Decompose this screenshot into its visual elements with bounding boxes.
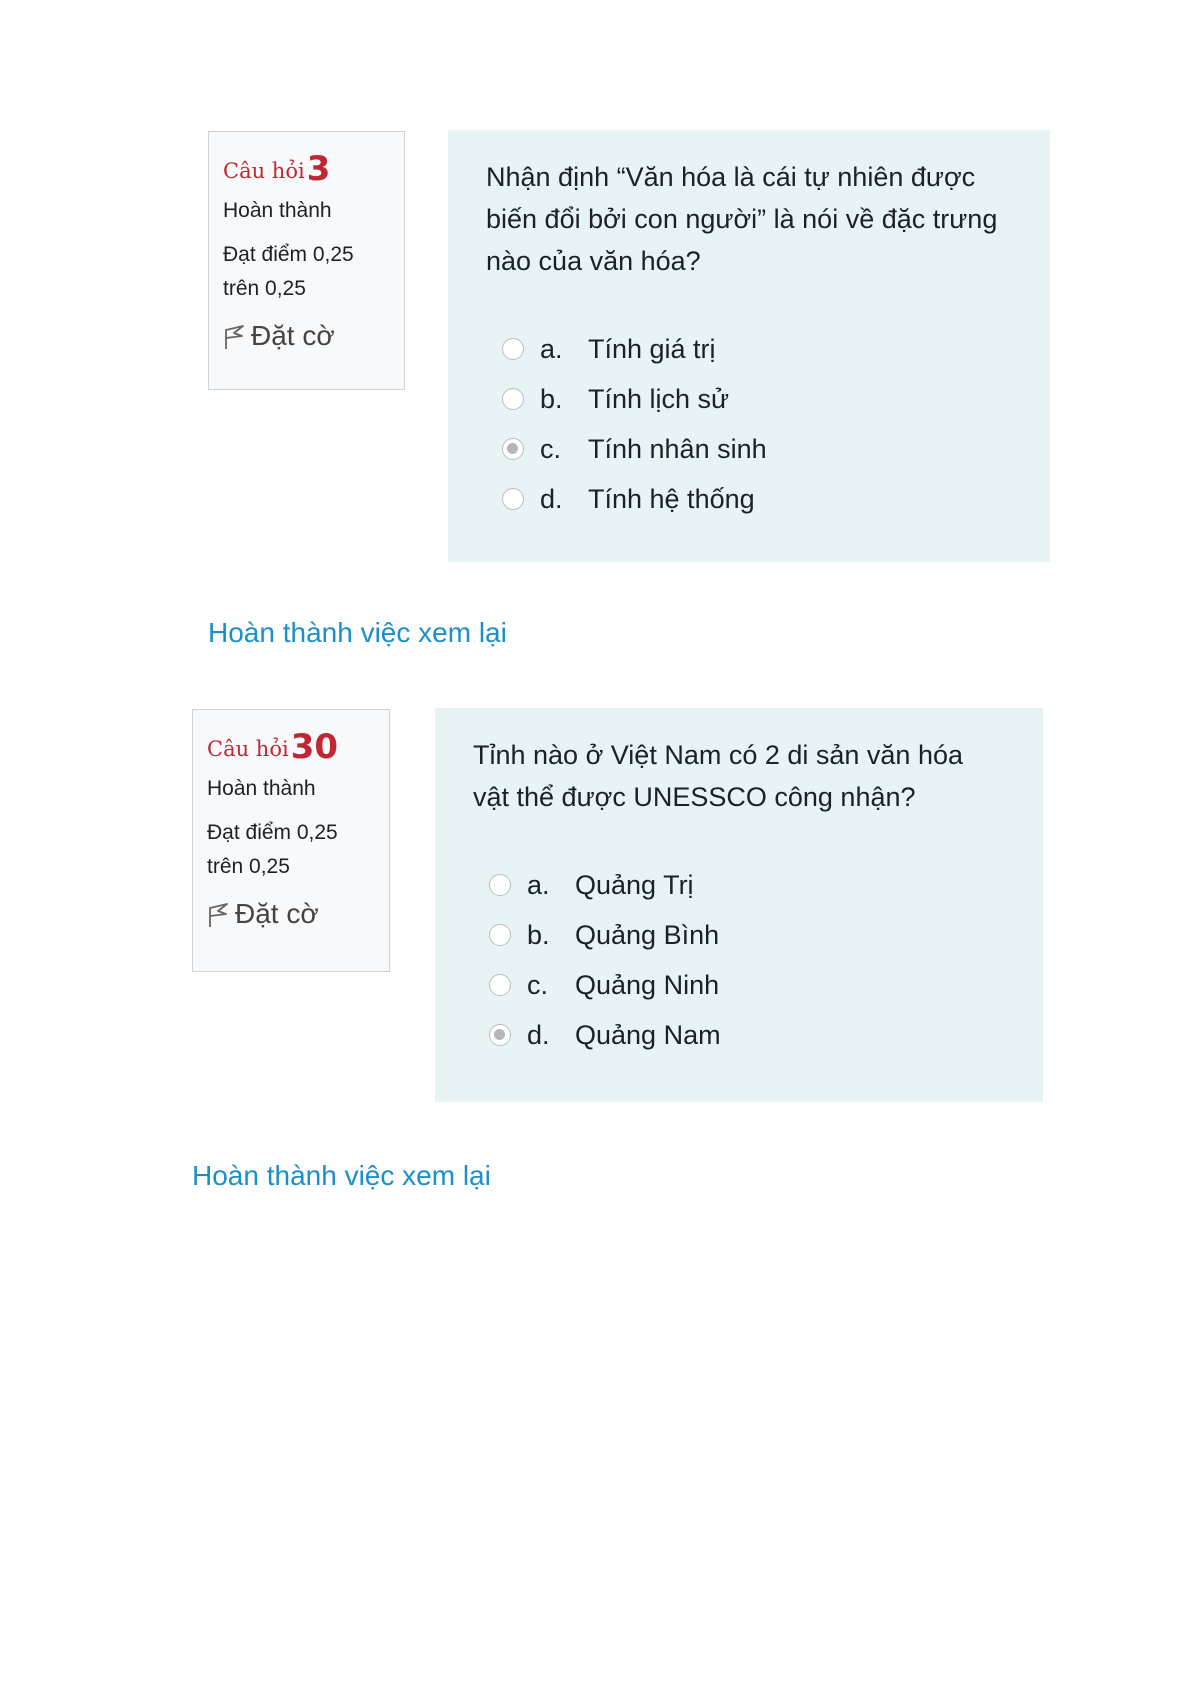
answer-list xyxy=(486,324,1012,524)
radio-button-selected[interactable] xyxy=(489,1024,511,1046)
question-number-heading xyxy=(223,150,390,190)
flag-question-button[interactable] xyxy=(207,898,375,930)
grade-line-2: trên 0,25 xyxy=(207,855,290,878)
question-grade xyxy=(223,238,390,306)
question-state: Hoàn thành xyxy=(223,199,332,222)
question-state: Hoàn thành xyxy=(207,777,316,800)
flag-icon xyxy=(223,324,245,350)
question-info-panel xyxy=(192,709,390,972)
question-label: Câu hỏi xyxy=(207,737,289,761)
answer-text: Tính lịch sử xyxy=(588,383,730,414)
answer-text: Quảng Ninh xyxy=(575,969,720,1000)
answer-letter: b. xyxy=(540,383,563,414)
question-number: 30 xyxy=(290,727,339,767)
answer-option-c[interactable] xyxy=(473,960,1005,1010)
answer-option-a[interactable] xyxy=(486,324,1012,374)
answer-text: Quảng Nam xyxy=(575,1019,721,1050)
flag-label: Đặt cờ xyxy=(235,898,319,929)
radio-button[interactable] xyxy=(502,488,524,510)
question-content-panel xyxy=(435,708,1043,1102)
answer-option-c[interactable] xyxy=(486,424,1012,474)
answer-option-d[interactable] xyxy=(473,1010,1005,1060)
question-content-panel xyxy=(448,130,1050,562)
answer-text: Tính hệ thống xyxy=(588,483,755,514)
answer-letter: d. xyxy=(540,483,563,514)
answer-letter: c. xyxy=(540,433,562,464)
grade-line-1: Đạt điểm 0,25 xyxy=(223,243,354,266)
answer-text: Tính giá trị xyxy=(588,333,716,364)
flag-label: Đặt cờ xyxy=(251,320,335,351)
answer-letter: b. xyxy=(527,919,550,950)
answer-letter: d. xyxy=(527,1019,550,1050)
question-text: Tỉnh nào ở Việt Nam có 2 di sản văn hóa vật thể được UNESSCO công nhận? xyxy=(473,740,963,812)
radio-button[interactable] xyxy=(489,924,511,946)
answer-option-b[interactable] xyxy=(486,374,1012,424)
finish-review-link[interactable]: Hoàn thành việc xem lại xyxy=(192,1160,491,1191)
answer-letter: c. xyxy=(527,969,549,1000)
answer-option-a[interactable] xyxy=(473,860,1005,910)
question-text: Nhận định “Văn hóa là cái tự nhiên được biến đổi bởi con người” là nói về đặc trưng nào của văn hóa? xyxy=(486,162,998,276)
answer-text: Quảng Trị xyxy=(575,869,694,900)
answer-text: Tính nhân sinh xyxy=(588,433,767,464)
grade-line-1: Đạt điểm 0,25 xyxy=(207,821,338,844)
radio-button[interactable] xyxy=(489,874,511,896)
question-info-panel xyxy=(208,131,405,390)
radio-button[interactable] xyxy=(502,338,524,360)
flag-question-button[interactable] xyxy=(223,320,390,352)
grade-line-2: trên 0,25 xyxy=(223,277,306,300)
question-grade xyxy=(207,816,375,884)
question-number: 3 xyxy=(306,149,331,189)
answer-letter: a. xyxy=(540,333,563,364)
answer-option-b[interactable] xyxy=(473,910,1005,960)
answer-text: Quảng Bình xyxy=(575,919,720,950)
radio-button[interactable] xyxy=(502,388,524,410)
answer-list xyxy=(473,860,1005,1060)
answer-letter: a. xyxy=(527,869,550,900)
radio-button[interactable] xyxy=(489,974,511,996)
flag-icon xyxy=(207,902,229,928)
question-number-heading xyxy=(207,728,375,768)
answer-option-d[interactable] xyxy=(486,474,1012,524)
finish-review-link[interactable]: Hoàn thành việc xem lại xyxy=(208,617,507,648)
question-label: Câu hỏi xyxy=(223,159,305,183)
radio-button-selected[interactable] xyxy=(502,438,524,460)
